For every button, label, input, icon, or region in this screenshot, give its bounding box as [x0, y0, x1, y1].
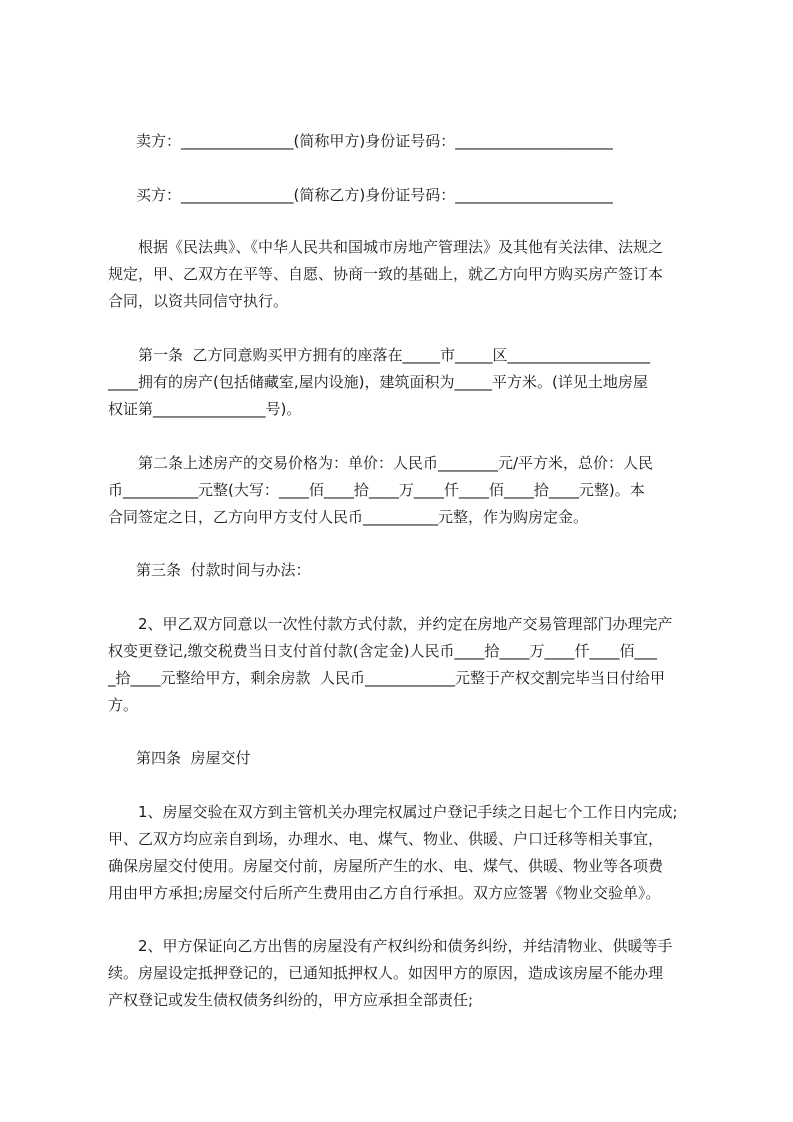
- buyer-line: 买方：_______________(简称乙方)身份证号码：_____________________: [136, 186, 613, 204]
- article3-item2-line-3: _拾____元整给甲方，剩余房款 人民币____________元整于产权交割完毕当日付给甲: [108, 669, 666, 687]
- article2-line-3: 合同签定之日，乙方向甲方支付人民币__________元整，作为购房定金。: [108, 508, 589, 526]
- article4-item1-line-2: 甲、乙双方均应亲自到场，办理水、电、煤气、物业、供暖、户口迁移等相关事宜，: [108, 830, 664, 848]
- preamble-line-3: 合同，以资共同信守执行。: [108, 292, 289, 310]
- article4-item2-line-1: 2、甲方保证向乙方出售的房屋没有产权纠纷和债务纠纷，并结清物业、供暖等手: [138, 937, 673, 955]
- article4-item1-line-1: 1、房屋交验在双方到主管机关办理完权属过户登记手续之日起七个工作日内完成;: [138, 803, 678, 821]
- article3-item2-line-4: 方。: [108, 696, 139, 714]
- article1-line-3: 权证第_______________号)。: [108, 400, 302, 418]
- preamble-line-2: 规定，甲、乙双方在平等、自愿、协商一致的基础上，就乙方向甲方购买房产签订本: [108, 265, 664, 283]
- article1-line-2: ____拥有的房产(包括储藏室,屋内设施)，建筑面积为_____平方米。(详见土地房屋: [108, 373, 648, 391]
- article4-item1-line-3: 确保房屋交付使用。房屋交付前，房屋所产生的水、电、煤气、供暖、物业等各项费: [108, 857, 664, 875]
- article1-line-1: 第一条 乙方同意购买甲方拥有的座落在_____市_____区___________________: [138, 346, 651, 364]
- article3-title: 第三条 付款时间与办法：: [136, 561, 311, 579]
- article4-item1-line-4: 用由甲方承担;房屋交付后所产生费用由乙方自行承担。双方应签署《物业交验单》。: [108, 884, 661, 902]
- article2-line-2: 币__________元整(大写：____佰____拾____万____仟____佰____拾____元整)。本: [108, 481, 645, 499]
- preamble-line-1: 根据《民法典》、《中华人民共和国城市房地产管理法》及其他有关法律、法规之: [138, 238, 664, 256]
- article3-item2-line-2: 权变更登记,缴交税费当日支付首付款(含定金)人民币____拾____万____仟____佰___: [108, 642, 657, 660]
- article4-item2-line-3: 产权登记或发生债权债务纠纷的，甲方应承担全部责任;: [108, 991, 474, 1009]
- article3-item2-line-1: 2、甲乙双方同意以一次性付款方式付款，并约定在房地产交易管理部门办理完产: [138, 615, 673, 633]
- seller-line: 卖方：_______________(简称甲方)身份证号码：_____________________: [136, 132, 613, 150]
- article2-line-1: 第二条上述房产的交易价格为：单价：人民币________元/平方米，总价：人民: [138, 454, 654, 472]
- article4-item2-line-2: 续。房屋设定抵押登记的，已通知抵押权人。如因甲方的原因，造成该房屋不能办理: [108, 964, 664, 982]
- article4-title: 第四条 房屋交付: [136, 749, 251, 767]
